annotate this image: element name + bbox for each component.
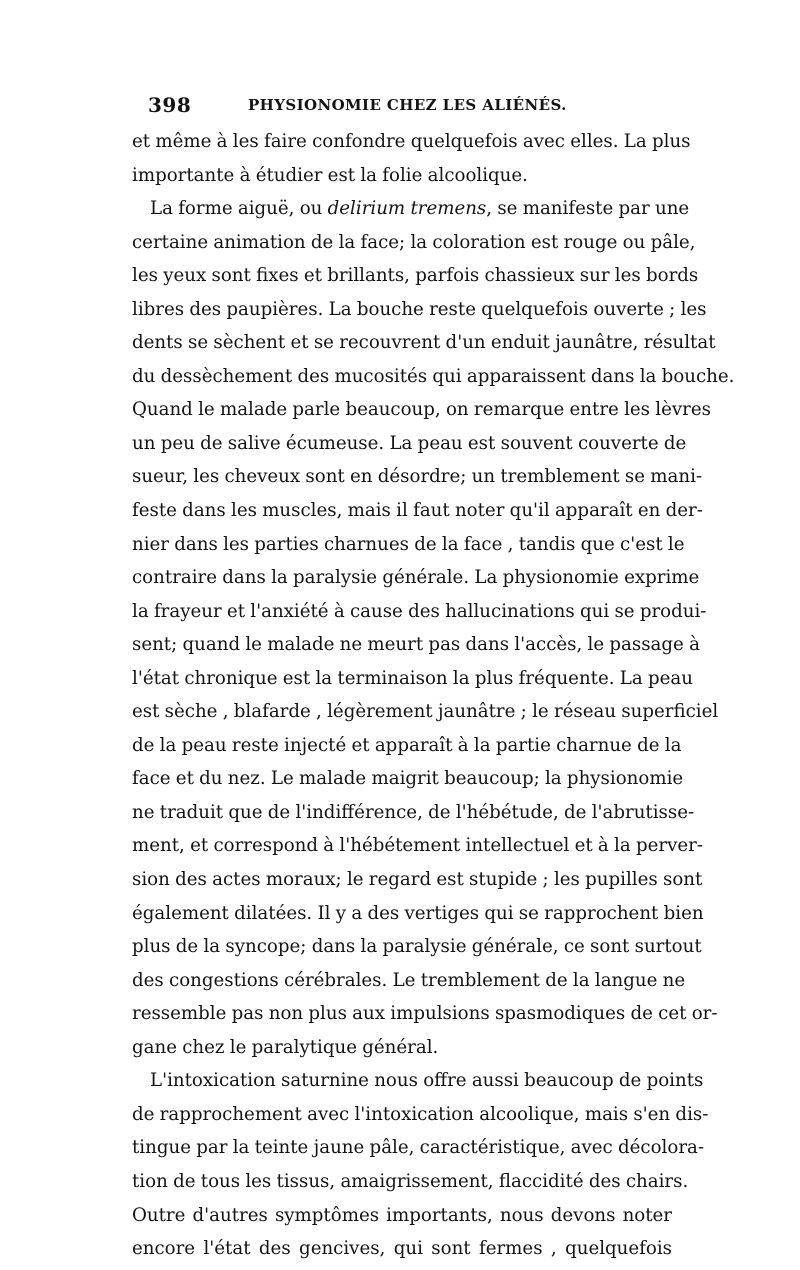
text-line: de rapprochement avec l'intoxication alcoolique, mais s'en dis- [132,1103,709,1125]
text-line [132,192,690,226]
text-line: dents se sèchent et se recouvrent d'un enduit jaunâtre, résultat [132,332,716,354]
text-line: les yeux sont fixes et brillants, parfois chassieux sur les bords [132,265,699,287]
text-line: libres des paupières. La bouche reste quelquefois ouverte ; les [132,298,707,320]
text-line: face et du nez. Le malade maigrit beaucoup; la physionomie [132,768,684,790]
text-line: certaine animation de la face; la coloration est rouge ou pâle, [132,231,696,253]
text-line: tingue par la teinte jaune pâle, caractéristique, avec décolora- [132,1137,704,1159]
text-line: plus de la syncope; dans la paralysie générale, ce sont surtout [132,936,702,958]
text-line: Outre d'autres symptômes importants, nous devons noter [132,1204,672,1226]
text-line: et même à les faire confondre quelquefois avec elles. La plus [132,131,691,152]
page-number: 398 [148,93,192,117]
text-line: importante à étudier est la folie alcoolique. [132,164,528,186]
text-line: sueur, les cheveux sont en désordre; un tremblement se mani- [132,466,703,488]
italic-term: delirium tremens [327,198,487,220]
text-line: nier dans les parties charnues de la face , tandis que c'est le [132,533,685,555]
text-line: sent; quand le malade ne meurt pas dans l'accès, le passage à [132,634,700,656]
page-header [148,93,693,119]
text-line: feste dans les muscles, mais il faut noter qu'il apparaît en der- [132,500,703,522]
text-line: du dessèchement des mucosités qui apparaissent dans la bouche. [132,365,735,387]
text-line: ressemble pas non plus aux impulsions spasmodiques de cet or- [132,1003,718,1025]
text-line: sion des actes moraux; le regard est stupide ; les pupilles sont [132,869,703,891]
running-head: PHYSIONOMIE CHEZ LES ALIÉNÉS. [248,96,567,114]
text-line: ne traduit que de l'indifférence, de l'hébétude, de l'abrutisse- [132,801,695,823]
text-line: L'intoxication saturnine nous offre aussi beaucoup de points [150,1070,704,1092]
text-line: des congestions cérébrales. Le tremblement de la langue ne [132,969,686,991]
text-line: un peu de salive écumeuse. La peau est souvent couverte de [132,432,687,454]
text-line: de la peau reste injecté et apparaît à la partie charnue de la [132,734,682,756]
text-line: ment, et correspond à l'hébétement intellectuel et à la perver- [132,835,703,857]
text-line: encore l'état des gencives, qui sont fermes , quelquefois [132,1238,672,1260]
text-segment: La forme aiguë, ou [150,198,328,220]
text-line: également dilatées. Il y a des vertiges qui se rapprochent bien [132,902,704,924]
text-line: contraire dans la paralysie générale. La physionomie exprime [132,567,700,589]
body-text [132,125,735,1266]
text-line: tion de tous les tissus, amaigrissement, flaccidité des chairs. [132,1170,689,1192]
text-line: l'état chronique est la terminaison la plus fréquente. La peau [132,667,693,689]
text-line: gane chez le paralytique général. [132,1036,439,1058]
text-segment: , se manifeste par une [486,198,690,220]
text-line: la frayeur et l'anxiété à cause des hallucinations qui se produi- [132,600,707,622]
text-line: Quand le malade parle beaucoup, on remarque entre les lèvres [132,399,711,421]
text-line: est sèche , blafarde , légèrement jaunâtre ; le réseau superficiel [132,701,719,723]
